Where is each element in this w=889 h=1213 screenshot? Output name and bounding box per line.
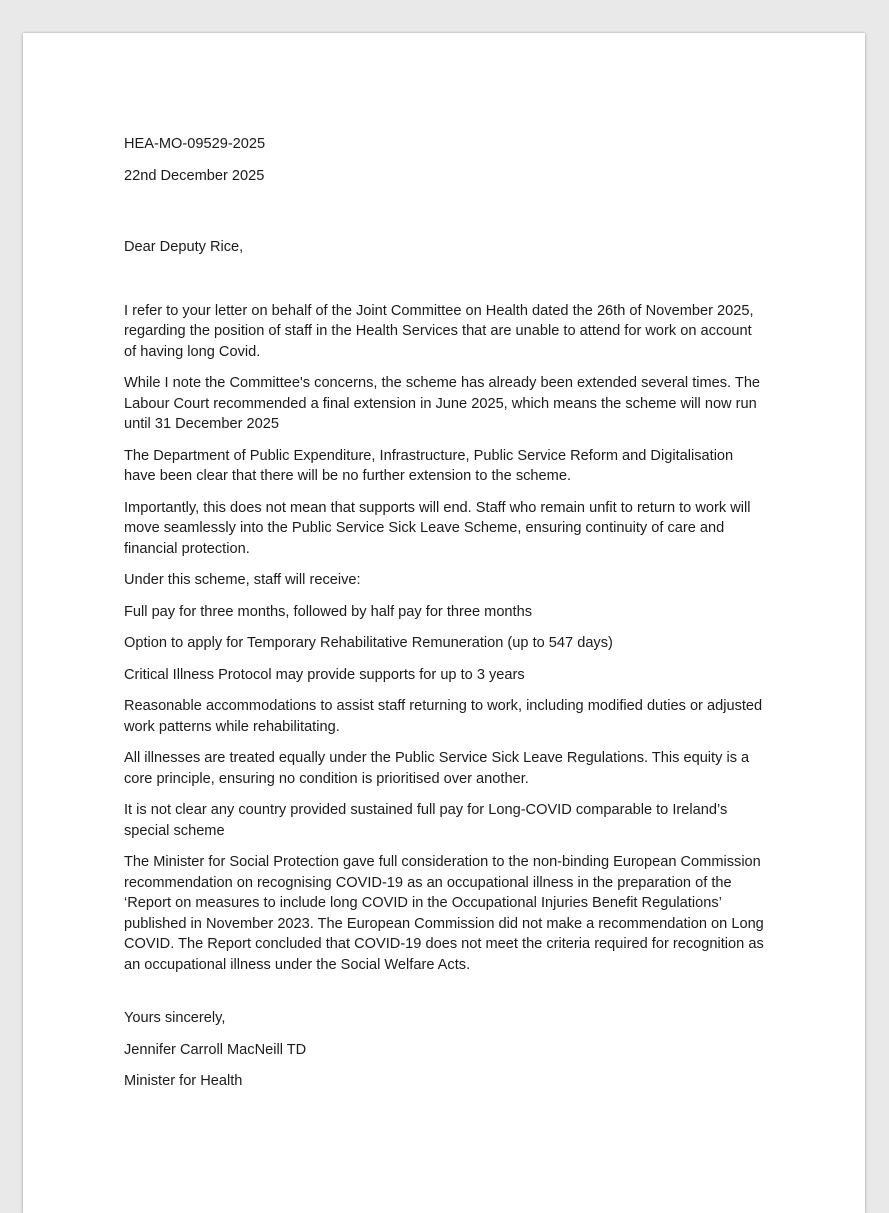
- reference-number: HEA-MO-09529-2025: [124, 136, 266, 152]
- letter-date: 22nd December 2025: [124, 167, 265, 184]
- paragraph-comparison: It is not clear any country provided sustained full pay for Long-COVID comparable to Ireland’s special scheme: [124, 802, 728, 839]
- paragraph-scheme-extension: While I note the Committee's concerns, the scheme has already been extended several times. The Labour Court recommended a final extension in June 2025, which means the scheme will now run until 31 December 2025: [124, 375, 761, 432]
- list-item-accommodations: Reasonable accommodations to assist staff returning to work, including modified duties or adjusted work patterns while rehabilitating.: [124, 698, 763, 735]
- list-item-trr: Option to apply for Temporary Rehabilitative Remuneration (up to 547 days): [124, 635, 613, 651]
- paragraph-department: The Department of Public Expenditure, Infrastructure, Public Service Reform and Digitalisation have been clear that there will be no further extension to the scheme.: [124, 447, 734, 484]
- closing: Yours sincerely,: [124, 1010, 226, 1026]
- list-item-critical-illness: Critical Illness Protocol may provide supports for up to 3 years: [124, 666, 525, 683]
- paragraph-under-scheme: Under this scheme, staff will receive:: [124, 572, 361, 588]
- salutation: Dear Deputy Rice,: [124, 239, 244, 255]
- letter-body: [124, 134, 764, 1103]
- list-item-full-pay: Full pay for three months, followed by half pay for three months: [124, 603, 533, 620]
- signatory-title: Minister for Health: [124, 1073, 243, 1089]
- paragraph-intro: I refer to your letter on behalf of the Joint Committee on Health dated the 26th of November 2025, regarding the position of staff in the Health Services that are unable to attend for work on account of having long Covid.: [124, 302, 754, 360]
- signatory-name: Jennifer Carroll MacNeill TD: [124, 1041, 307, 1058]
- paragraph-supports: Importantly, this does not mean that supports will end. Staff who remain unfit to return to work will move seamlessly into the Public Service Sick Leave Scheme, ensuring continuity of care and financial protection.: [124, 499, 751, 557]
- document-page: [23, 33, 865, 1213]
- paragraph-equity: All illnesses are treated equally under the Public Service Sick Leave Regulations. This equity is a core principle, ensuring no condition is prioritised over another.: [124, 750, 750, 787]
- paragraph-social-protection: The Minister for Social Protection gave full consideration to the non-binding European Commission recommendation on recognising COVID-19 as an occupational illness in the preparation of the ‘Report on measures to include long COVID in the Occupational Injuries Benefit Regulations’ published in November 2023. The European Commission did not make a recommendation on Long COVID. The Report concluded that COVID-19 does not meet the criteria required for recognition as an occupational illness under the Social Welfare Acts.: [124, 854, 764, 973]
